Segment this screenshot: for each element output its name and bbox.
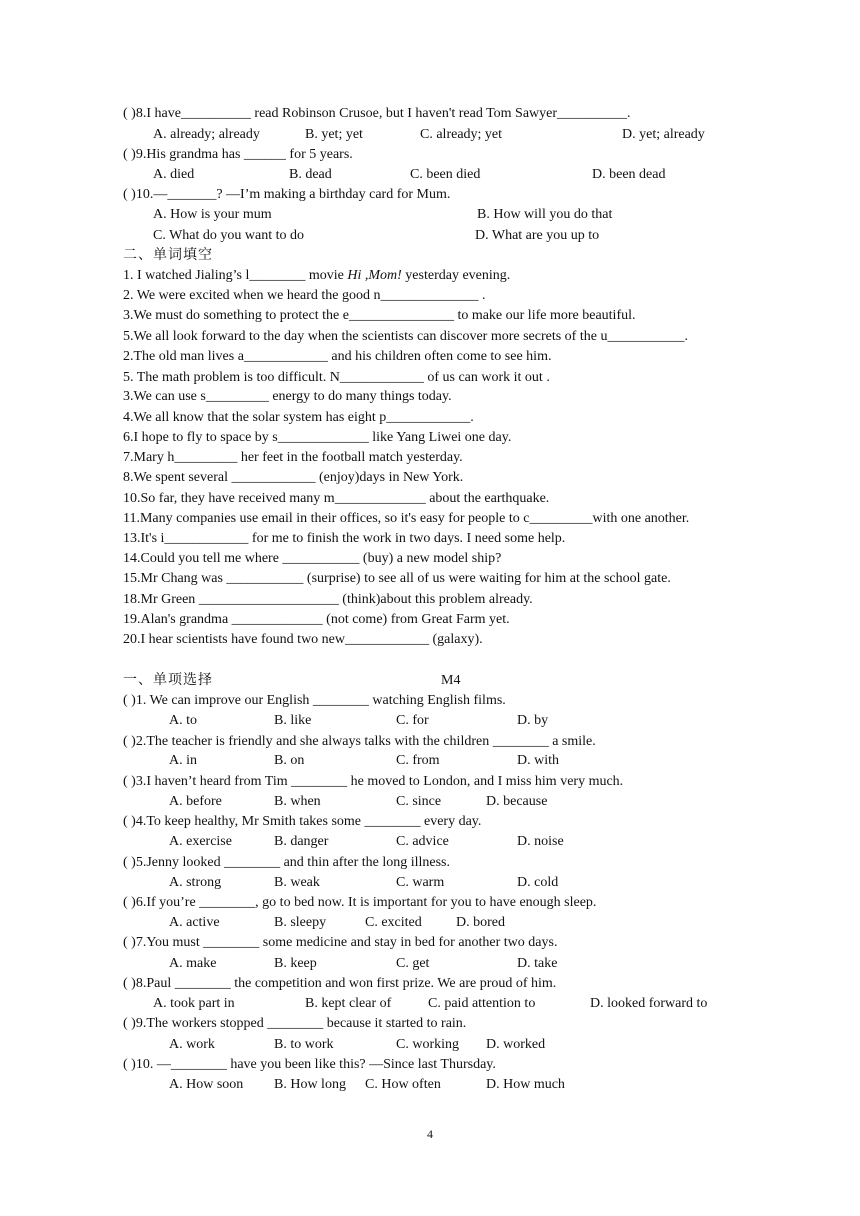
option-b: B. to work: [274, 1037, 334, 1052]
option-d: D. How much: [486, 1077, 565, 1092]
option-a: A. How soon: [169, 1077, 244, 1092]
option-b: B. weak: [274, 875, 320, 890]
fill-item: 2.The old man lives a____________ and his children often come to see him.: [123, 349, 552, 364]
fill-item: 10.So far, they have received many m_____________ about the earthquake.: [123, 491, 550, 506]
fill-item: 20.I hear scientists have found two new____________ (galaxy).: [123, 632, 483, 647]
fill-item: 5. The math problem is too difficult. N____________ of us can work it out .: [123, 370, 550, 385]
option-d: D. worked: [486, 1037, 546, 1052]
option-a: A. died: [153, 167, 195, 182]
question-4: ( )4.To keep healthy, Mr Smith takes some ________ every day.: [123, 814, 482, 829]
option-d: D. noise: [517, 834, 564, 849]
option-c: C. advice: [396, 834, 449, 849]
option-c: C. been died: [410, 167, 481, 182]
option-b: B. keep: [274, 956, 317, 971]
fill-item: 4.We all know that the solar system has eight p____________.: [123, 410, 474, 425]
option-c: C. for: [396, 713, 429, 728]
question-8: ( )8.I have__________ read Robinson Crusoe, but I haven't read Tom Sawyer__________.: [123, 106, 631, 121]
option-a: A. already; already: [153, 127, 260, 142]
option-c: C. excited: [365, 915, 422, 930]
option-d: D. cold: [517, 875, 559, 890]
question-3: ( )3.I haven’t heard from Tim ________ he moved to London, and I miss him very much.: [123, 774, 624, 789]
module-label: M4: [441, 673, 461, 688]
option-b: B. on: [274, 753, 305, 768]
option-b: B. How long: [274, 1077, 346, 1092]
question-8: ( )8.Paul ________ the competition and won first prize. We are proud of him.: [123, 976, 557, 991]
option-c: C. already; yet: [420, 127, 503, 142]
option-d: D. looked forward to: [590, 996, 708, 1011]
question-9: ( )9.The workers stopped ________ because it started to rain.: [123, 1016, 467, 1031]
option-c: C. from: [396, 753, 440, 768]
question-7: ( )7.You must ________ some medicine and stay in bed for another two days.: [123, 935, 558, 950]
fill-item: 1. I watched Jialing’s l________ movie Hi ,Mom! yesterday evening.: [123, 268, 511, 283]
option-a: A. in: [169, 753, 197, 768]
question-6: ( )6.If you’re ________, go to bed now. It is important for you to have enough sleep.: [123, 895, 597, 910]
section-heading-multiple-choice: 一、单项选择: [123, 673, 213, 688]
option-c: C. working: [396, 1037, 459, 1052]
page-number: 4: [427, 1127, 433, 1141]
option-a: A. to: [169, 713, 197, 728]
option-a: A. strong: [169, 875, 222, 890]
section-heading-fill-blanks: 二、单词填空: [123, 248, 213, 263]
option-b: B. yet; yet: [305, 127, 363, 142]
option-b: B. like: [274, 713, 312, 728]
option-d: D. yet; already: [622, 127, 705, 142]
fill-item: 3.We can use s_________ energy to do many things today.: [123, 389, 452, 404]
option-d: D. because: [486, 794, 548, 809]
option-a: A. How is your mum: [153, 207, 272, 222]
option-a: A. before: [169, 794, 222, 809]
option-c: C. paid attention to: [428, 996, 536, 1011]
option-d: D. been dead: [592, 167, 666, 182]
fill-item: 14.Could you tell me where ___________ (buy) a new model ship?: [123, 551, 502, 566]
question-9: ( )9.His grandma has ______ for 5 years.: [123, 147, 353, 162]
question-10: ( )10.—_______? —I’m making a birthday card for Mum.: [123, 187, 451, 202]
option-c: C. get: [396, 956, 430, 971]
option-b: B. sleepy: [274, 915, 327, 930]
question-2: ( )2.The teacher is friendly and she always talks with the children ________ a smile.: [123, 734, 596, 749]
option-d: D. by: [517, 713, 549, 728]
question-10: ( )10. —________ have you been like this? —Since last Thursday.: [123, 1057, 496, 1072]
option-d: D. with: [517, 753, 559, 768]
option-d: D. take: [517, 956, 558, 971]
fill-item: 3.We must do something to protect the e_______________ to make our life more beautiful.: [123, 308, 636, 323]
fill-item: 15.Mr Chang was ___________ (surprise) to see all of us were waiting for him at the school gate.: [123, 571, 671, 586]
fill-item: 19.Alan's grandma _____________ (not come) from Great Farm yet.: [123, 612, 510, 627]
option-b: B. kept clear of: [305, 996, 392, 1011]
option-a: A. took part in: [153, 996, 235, 1011]
fill-item: 11.Many companies use email in their offices, so it's easy for people to c_________with one another.: [123, 511, 690, 526]
option-c: C. since: [396, 794, 442, 809]
option-d: D. bored: [456, 915, 505, 930]
fill-item: 6.I hope to fly to space by s_____________ like Yang Liwei one day.: [123, 430, 512, 445]
fill-item: 13.It's i____________ for me to finish the work in two days. I need some help.: [123, 531, 566, 546]
option-b: B. How will you do that: [477, 207, 613, 222]
fill-item: 2. We were excited when we heard the good n______________ .: [123, 288, 486, 303]
option-b: B. dead: [289, 167, 332, 182]
option-c: C. How often: [365, 1077, 441, 1092]
option-d: D. What are you up to: [475, 228, 600, 243]
option-a: A. make: [169, 956, 217, 971]
question-5: ( )5.Jenny looked ________ and thin after the long illness.: [123, 855, 450, 870]
fill-item: 8.We spent several ____________ (enjoy)days in New York.: [123, 470, 464, 485]
option-c: C. warm: [396, 875, 445, 890]
question-1: ( )1. We can improve our English ________ watching English films.: [123, 693, 506, 708]
option-b: B. when: [274, 794, 321, 809]
fill-item: 7.Mary h_________ her feet in the football match yesterday.: [123, 450, 463, 465]
option-c: C. What do you want to do: [153, 228, 305, 243]
option-a: A. exercise: [169, 834, 232, 849]
option-a: A. work: [169, 1037, 215, 1052]
fill-item: 5.We all look forward to the day when the scientists can discover more secrets of the u___________.: [123, 329, 688, 344]
option-b: B. danger: [274, 834, 329, 849]
option-a: A. active: [169, 915, 220, 930]
fill-item: 18.Mr Green ____________________ (think)about this problem already.: [123, 592, 533, 607]
